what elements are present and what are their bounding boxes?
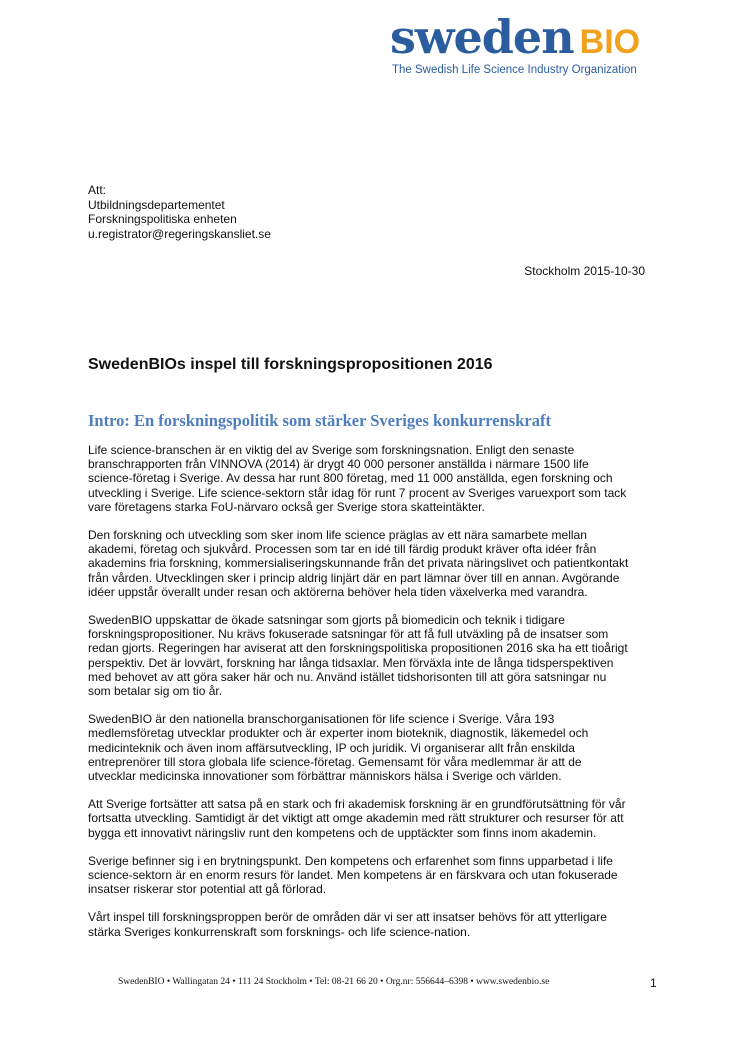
paragraph-line: akademins fria forskning, kommersialiseringskunnande från det privata näringslivet och patientkontakt xyxy=(88,556,629,571)
section-heading: Intro: En forskningspolitik som stärker Sveriges konkurrenskraft xyxy=(88,411,551,430)
logo-wordmark xyxy=(390,10,660,64)
paragraph-line: science-sektorn är en enorm resurs för landet. Men kompetens är en färskvara och utan fokuserade xyxy=(88,868,618,883)
logo-tagline: The Swedish Life Science Industry Organization xyxy=(392,64,637,76)
paragraph-line: som betalar sig om tio år. xyxy=(88,684,223,699)
paragraph-line: redan gjorts. Regeringen har aviserat att den forskningspolitiska propositionen 2016 ska ha ett tioårigt xyxy=(88,641,628,656)
paragraph-line: SwedenBIO är den nationella branschorganisationen för life science i Sverige. Våra 193 xyxy=(88,712,555,727)
paragraph-line: perspektiv. Det är lovvärt, forskning har långa tidsaxlar. Men förväxla inte de långa tidsperspektiven xyxy=(88,655,614,670)
paragraph-line: från vården. Utvecklingen sker i princip aldrig linjärt där en part lämnar över till en annan. Avgörande xyxy=(88,570,620,585)
document-title: SwedenBIOs inspel till forskningspropositionen 2016 xyxy=(88,356,493,373)
paragraph-line: utveckling i Sverige. Life science-sektorn står idag för runt 7 procent av Sveriges varuexport som tack xyxy=(88,485,627,500)
paragraph-line: utvecklar medicinska innovationer som förbättrar människors hälsa i Sverige och världen. xyxy=(88,769,562,784)
logo-word-bio: BIO xyxy=(579,23,641,61)
paragraph-line: akademi, företag och sjukvård. Processen som tar en idé till färdig produkt kräver ofta idéer från xyxy=(88,542,597,557)
paragraph-line: medlemsföretag utvecklar produkter och är experter inom bioteknik, diagnostik, läkemedel och xyxy=(88,726,589,741)
paragraph-line: Sverige befinner sig i en brytningspunkt. Den kompetens och erfarenhet som finns upparbetad i life xyxy=(88,853,613,868)
paragraph-line: Den forskning och utveckling som sker inom life science präglas av ett nära samarbete mellan xyxy=(88,528,587,543)
paragraph-line: Att Sverige fortsätter att satsa på en stark och fri akademisk forskning är en grundförutsättning för vår xyxy=(88,797,626,812)
body-paragraph xyxy=(88,854,668,897)
address-line: Att: xyxy=(88,183,107,197)
address-line: Utbildningsdepartementet xyxy=(88,197,225,212)
page-number: 1 xyxy=(650,976,657,990)
paragraph-line: branschrapporten från VINNOVA (2014) är drygt 40 000 personer anställda i närmare 1500 life xyxy=(88,457,589,472)
address-line: Forskningspolitiska enheten xyxy=(88,212,237,226)
body-paragraph xyxy=(88,712,668,783)
swedenbio-logo xyxy=(390,10,660,76)
paragraph-line: Vårt inspel till forskningsproppen berör de områden där vi ser att insatser behövs för att ytterligare xyxy=(88,910,607,925)
address-email: u.registrator@regeringskansliet.se xyxy=(88,226,271,241)
paragraph-line: vare företagens starka FoU-närvaro också ger Sverige stora skatteintäkter. xyxy=(88,499,485,514)
paragraph-line: science-företag i Sverige. Av dessa har runt 800 företag, med 11 000 anställda, egen forskning och xyxy=(88,471,613,486)
paragraph-line: insatser riskerar stor potential att gå förlorad. xyxy=(88,882,327,897)
paragraph-line: bygga ett innovativt näringsliv runt den kompetens och de upptäckter som finns inom akademin. xyxy=(88,825,597,840)
paragraph-line: fortsatta utveckling. Samtidigt är det viktigt att omge akademin med rätt strukturer och resurser för att xyxy=(88,811,624,826)
body-paragraph xyxy=(88,443,668,514)
dateline: Stockholm 2015-10-30 xyxy=(524,264,645,278)
body-paragraph xyxy=(88,528,668,599)
paragraph-line: entreprenörer till stora globala life science-företag. Gemensamt för våra medlemmar är att de xyxy=(88,754,582,769)
paragraph-line: idéer uppstår överallt under resan och aktörerna behöver hela tiden växelverka med varandra. xyxy=(88,584,588,599)
paragraph-line: Life science-branschen är en viktig del av Sverige som forskningsnation. Enligt den senaste xyxy=(88,443,575,457)
body-paragraph xyxy=(88,797,668,840)
paragraph-line: forskningspropositioner. Nu krävs fokuserade satsningar för att få full utväxling på de insatser som xyxy=(88,627,609,642)
body-text xyxy=(88,443,668,953)
logo-word-sweden: sweden xyxy=(390,10,574,64)
paragraph-line: med behovet av att göra saker här och nu. Använd istället tidshorisonten till att göra satsningar nu xyxy=(88,669,607,684)
body-paragraph xyxy=(88,910,668,938)
paragraph-line: SwedenBIO uppskattar de ökade satsningar som gjorts på biomedicin och teknik i tidigare xyxy=(88,613,565,628)
paragraph-line: medicinteknik och även inom affärsutveckling, IP och juridik. Vi organiserar allt från enskilda xyxy=(88,740,575,755)
page-footer: SwedenBIO • Wallingatan 24 • 111 24 Stockholm • Tel: 08-21 66 20 • Org.nr: 556644–6398 • www.swedenbio.se xyxy=(118,977,550,987)
paragraph-line: stärka Sveriges konkurrenskraft som forsknings- och life science-nation. xyxy=(88,924,471,939)
recipient-address xyxy=(88,183,271,241)
body-paragraph xyxy=(88,613,668,698)
